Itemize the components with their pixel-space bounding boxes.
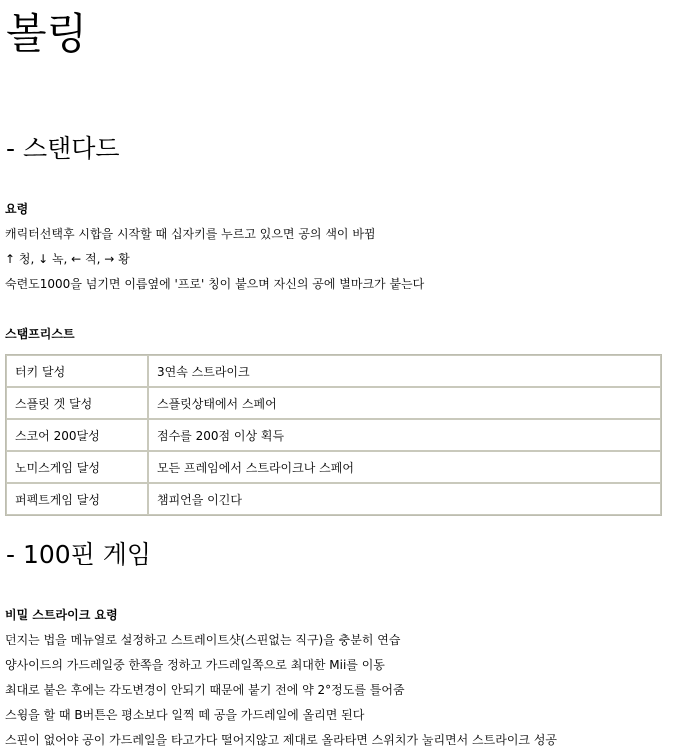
secret-strike-line: 던지는 법을 메뉴얼로 설정하고 스트레이트샷(스핀없는 직구)을 충분히 연습	[5, 633, 401, 647]
stamp-condition: 모든 프레임에서 스트라이크나 스페어	[148, 451, 661, 483]
tip-line: ↑ 청, ↓ 녹, ← 적, → 황	[5, 252, 130, 266]
table-row	[6, 483, 661, 515]
stamp-condition: 스플릿상태에서 스페어	[148, 387, 661, 419]
table-row	[6, 451, 661, 483]
secret-strike-line: 스윙을 할 때 B버튼은 평소보다 일찍 떼 공을 가드레일에 올리면 된다	[5, 708, 365, 722]
stamp-condition: 챔피언을 이긴다	[148, 483, 661, 515]
stamp-name: 노미스게임 달성	[6, 451, 148, 483]
table-row	[6, 419, 661, 451]
tips-heading: 요령	[5, 202, 29, 216]
stamp-condition: 3연속 스트라이크	[148, 355, 661, 387]
stamp-name: 스코어 200달성	[6, 419, 148, 451]
stamp-name: 터키 달성	[6, 355, 148, 387]
stamp-name: 스플릿 겟 달성	[6, 387, 148, 419]
page-title: 볼링	[6, 9, 88, 58]
table-row	[6, 387, 661, 419]
section-title-standard: - 스탠다드	[6, 134, 120, 163]
section-title-100pin: - 100핀 게임	[6, 540, 152, 569]
secret-strike-line: 양사이드의 가드레일중 한쪽을 정하고 가드레일쪽으로 최대한 Mii를 이동	[5, 658, 385, 672]
table-row	[6, 355, 661, 387]
stamp-name: 퍼펙트게임 달성	[6, 483, 148, 515]
tip-line: 숙련도1000을 넘기면 이름옆에 '프로' 칭이 붙으며 자신의 공에 별마크가 붙는다	[5, 277, 425, 291]
secret-strike-line: 최대로 붙은 후에는 각도변경이 안되기 때문에 붙기 전에 약 2°정도를 틀어줌	[5, 683, 405, 697]
stamp-list-heading: 스탬프리스트	[5, 327, 75, 341]
tip-line: 캐릭터선택후 시합을 시작할 때 십자키를 누르고 있으면 공의 색이 바뀜	[5, 227, 376, 241]
secret-strike-heading: 비밀 스트라이크 요령	[5, 608, 118, 622]
stamp-condition: 점수를 200점 이상 획득	[148, 419, 661, 451]
secret-strike-line: 스핀이 없어야 공이 가드레일을 타고가다 떨어지않고 제대로 올라타면 스위치가 눌리면서 스트라이크 성공	[5, 733, 558, 747]
stamp-table	[5, 354, 662, 516]
